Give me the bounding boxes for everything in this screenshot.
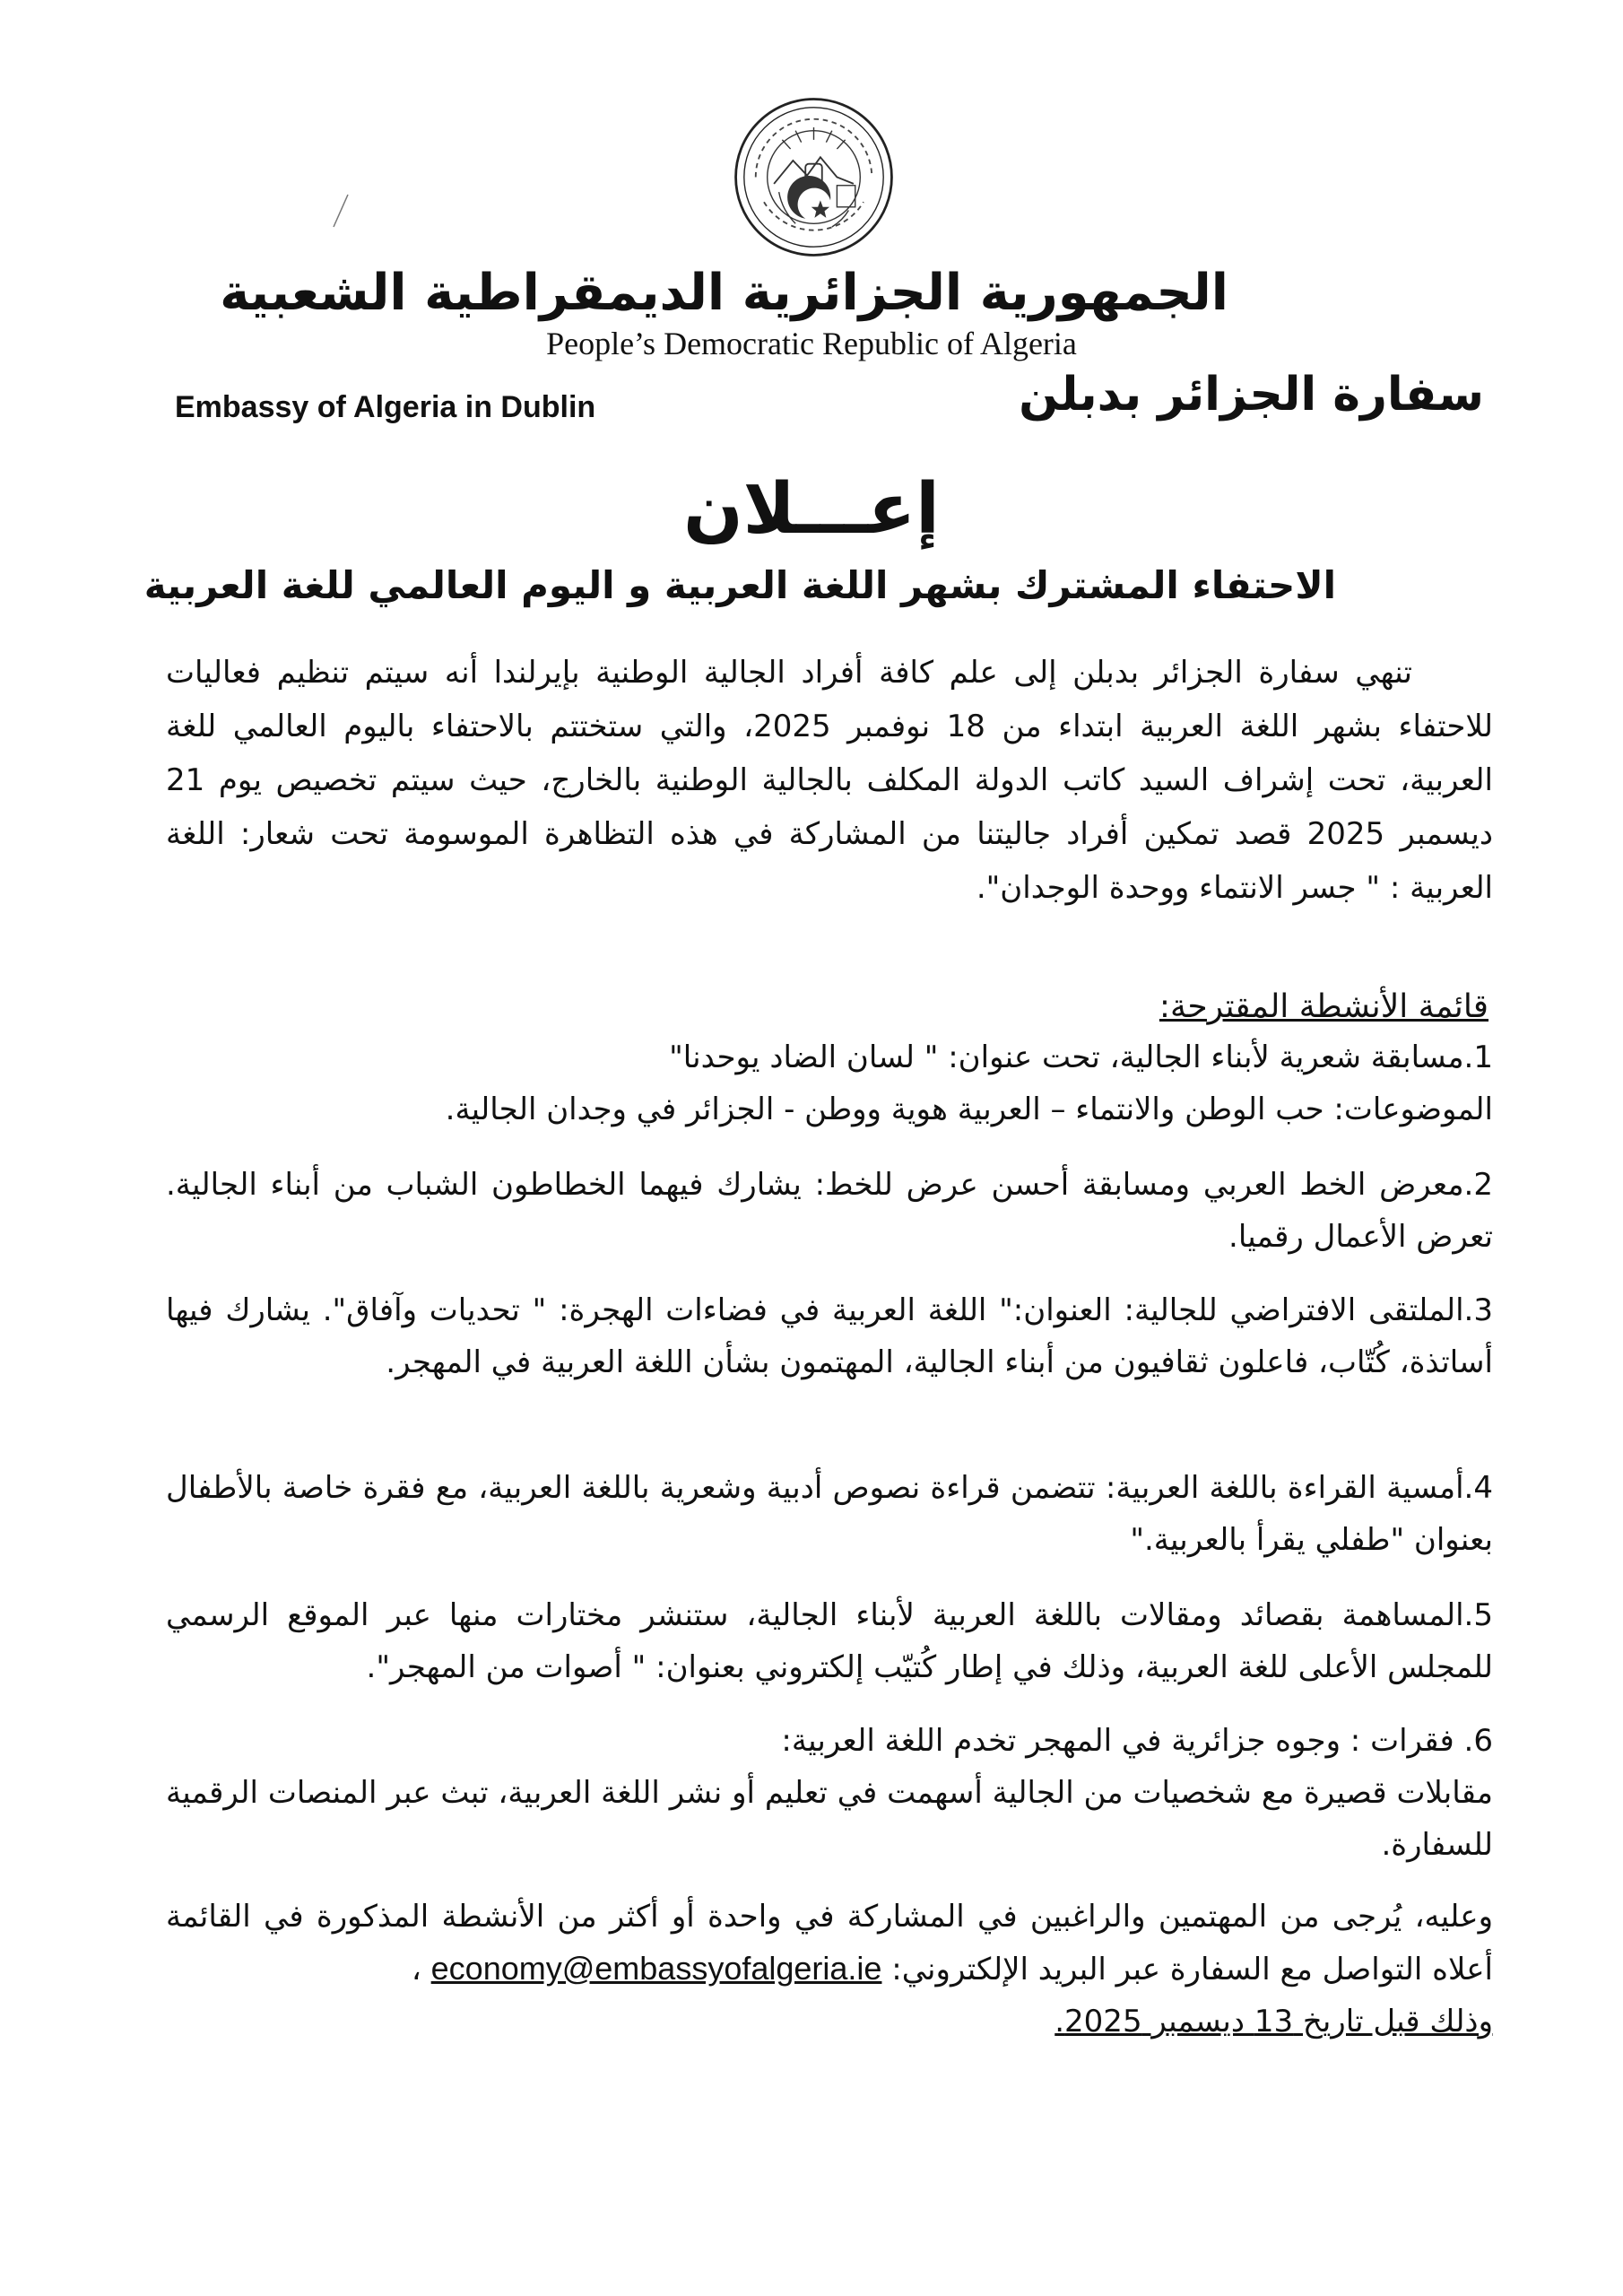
activity-item-5 [166, 1589, 1493, 1693]
algeria-emblem-icon [731, 94, 897, 260]
announcement-title: إعـــلان [683, 469, 940, 550]
closing-paragraph [166, 1891, 1493, 2048]
activity-item-3 [166, 1284, 1493, 1388]
activity-item-4 [166, 1462, 1493, 1566]
closing-instructions: وعليه، يُرجى من المهتمين والراغبين في المشاركة في واحدة أو أكثر من الأنشطة المذكورة في القائمة أعلاه التواصل مع السفارة عبر البريد الإلكتروني: [166, 1899, 1493, 1987]
deadline-text: وذلك قبل تاريخ 13 ديسمبر 2025. [1055, 2004, 1493, 2039]
activity-item-4-text: 4.أمسية القراءة باللغة العربية: تتضمن قراءة نصوص أدبية وشعرية باللغة العربية، مع فقرة خاصة بالأطفال بعنوان "طفلي يقرأ بالعربية." [166, 1470, 1493, 1558]
activity-item-1-line1: 1.مسابقة شعرية لأبناء الجالية، تحت عنوان: " لسان الضاد يوحدنا" [669, 1039, 1493, 1075]
activity-item-1-line2: الموضوعات: حب الوطن والانتماء – العربية هوية ووطن - الجزائر في وجدان الجالية. [445, 1091, 1493, 1127]
republic-title-arabic: الجمهورية الجزائرية الديمقراطية الشعبية [220, 264, 1228, 322]
activity-item-6-line2: مقابلات قصيرة مع شخصيات من الجالية أسهمت في تعليم أو نشر اللغة العربية، تبث عبر المنصات الرقمية للسفارة. [166, 1775, 1493, 1863]
activity-item-3-text: 3.الملتقى الافتراضي للجالية: العنوان:" اللغة العربية في فضاءات الهجرة: " تحديات وآفاق". يشارك فيها أساتذة، كُتّاب، فاعلون ثقافيون من أبناء الجالية، المهتمون بشأن اللغة العربية في المهجر. [166, 1292, 1493, 1380]
intro-paragraph [166, 646, 1493, 915]
activity-item-6 [166, 1715, 1493, 1871]
closing-separator: ، [411, 1952, 421, 1987]
closing-text [166, 1891, 1493, 1996]
activity-item-2-text: 2.معرض الخط العربي ومسابقة أحسن عرض للخط: يشارك فيهما الخطاطون الشباب من أبناء الجالية. تعرض الأعمال رقميا. [166, 1167, 1493, 1255]
email-link[interactable]: economy@embassyofalgeria.ie [430, 1950, 882, 1987]
deadline-line [166, 1996, 1493, 2048]
announcement-subject: الاحتفاء المشترك بشهر اللغة العربية و اليوم العالمي للغة العربية [143, 563, 1336, 607]
republic-title-english: People’s Democratic Republic of Algeria [546, 326, 1077, 361]
activity-item-1 [166, 1031, 1493, 1135]
intro-text: تنهي سفارة الجزائر بدبلن إلى علم كافة أفراد الجالية الوطنية بإيرلندا أنه سيتم تنظيم فعاليات للاحتفاء بشهر اللغة العربية ابتداء من 18 نوفمبر 2025، والتي ستختتم بالاحتفاء باليوم العالمي للغة العربية، تحت إشراف السيد كاتب الدولة المكلف بالجالية الوطنية بالخارج، حيث سيتم تخصيص يوم 21 ديسمبر 2025 قصد تمكين أفراد جاليتنا من المشاركة في هذه التظاهرة الموسومة تحت شعار: اللغة العربية : " جسر الانتماء ووحدة الوجدان". [166, 655, 1493, 906]
embassy-name-arabic: سفارة الجزائر بدبلن [1019, 368, 1484, 422]
embassy-name-english: Embassy of Algeria in Dublin [175, 390, 596, 424]
activity-item-5-text: 5.المساهمة بقصائد ومقالات باللغة العربية لأبناء الجالية، ستنشر مختارات منها عبر الموقع الرسمي للمجلس الأعلى للغة العربية، وذلك في إطار كُتيّب إلكتروني بعنوان: " أصوات من المهجر". [166, 1597, 1493, 1685]
stray-pen-mark [330, 193, 352, 229]
activities-list-title: قائمة الأنشطة المقترحة: [1159, 988, 1488, 1025]
activity-item-2 [166, 1159, 1493, 1263]
activity-item-6-line1: 6. فقرات : وجوه جزائرية في المهجر تخدم اللغة العربية: [781, 1723, 1493, 1759]
